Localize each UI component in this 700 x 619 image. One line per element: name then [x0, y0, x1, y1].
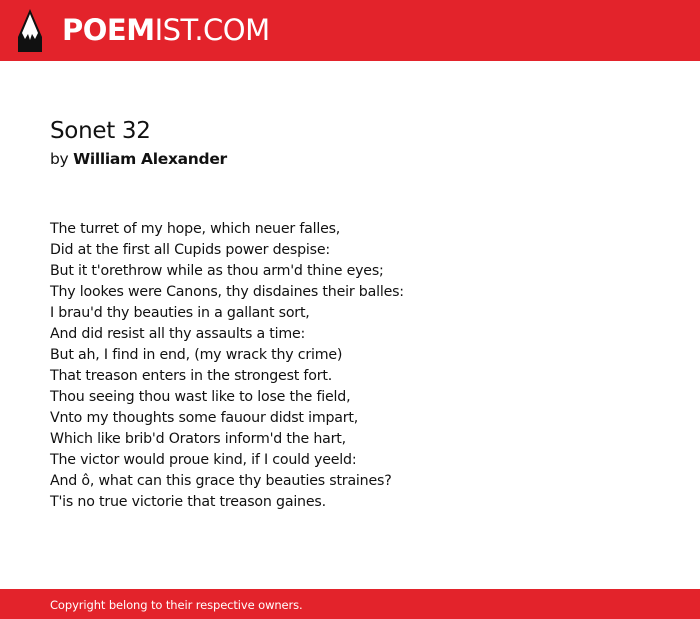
pencil-tip-icon: [18, 9, 42, 52]
brand-name-light: IST.COM: [154, 13, 270, 47]
brand-name-bold: POEM: [62, 13, 155, 47]
site-footer: [0, 589, 700, 619]
byline-label: by: [50, 150, 69, 168]
site-header: [0, 0, 700, 61]
poem-line: Thou seeing thou wast like to lose the field,: [50, 389, 351, 405]
poem-line: I brau'd thy beauties in a gallant sort,: [50, 305, 310, 321]
site-logo-link[interactable]: [62, 12, 270, 48]
poem-byline: [50, 149, 227, 169]
poem-line: The turret of my hope, which neuer falles,: [50, 221, 341, 237]
poem-line: T'is no true victorie that treason gaines.: [50, 494, 326, 510]
poem-line: But ah, I find in end, (my wrack thy crime): [50, 347, 343, 363]
poem-line: Which like brib'd Orators inform'd the hart,: [50, 431, 346, 447]
poem-line: And did resist all thy assaults a time:: [50, 326, 306, 342]
poem-line: That treason enters in the strongest fort.: [50, 368, 333, 384]
poem-line: Thy lookes were Canons, thy disdaines their balles:: [50, 284, 404, 300]
copyright-notice: Copyright belong to their respective owners.: [50, 598, 303, 612]
poem-text: [50, 219, 404, 513]
poem-line: And ô, what can this grace thy beauties straines?: [50, 473, 392, 489]
poem-title: Sonet 32: [50, 118, 151, 144]
poem-line: The victor would proue kind, if I could yeeld:: [50, 452, 357, 468]
poem-line: Did at the first all Cupids power despise:: [50, 242, 330, 258]
poem-line: But it t'orethrow while as thou arm'd thine eyes;: [50, 263, 384, 279]
author-name: William Alexander: [73, 150, 227, 168]
poem-line: Vnto my thoughts some fauour didst impart,: [50, 410, 359, 426]
